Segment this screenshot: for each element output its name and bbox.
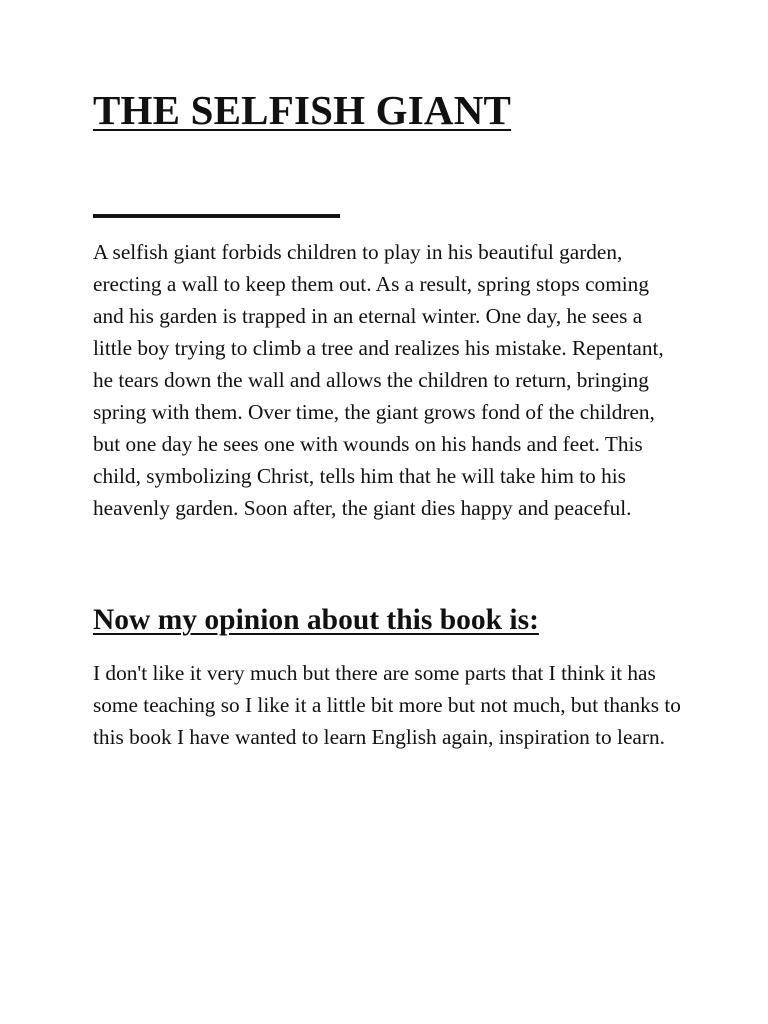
opinion-heading: Now my opinion about this book is:	[93, 604, 539, 636]
summary-paragraph: A selfish giant forbids children to play in his beautiful garden, erecting a wall to keep them out. As a result, spring stops coming and his garden is trapped in an eternal winter. One day, he sees a little boy trying to climb a tree and realizes his mistake. Repentant, he tears down the wall and allows the children to return, bringing spring with them. Over time, the giant grows fond of the children, but one day he sees one with wounds on his hands and feet. This child, symbolizing Christ, tells him that he will take him to his heavenly garden. Soon after, the giant dies happy and peaceful.	[93, 240, 664, 520]
title-divider	[93, 214, 340, 218]
document-title: THE SELFISH GIANT	[93, 87, 512, 133]
opinion-paragraph: I don't like it very much but there are some parts that I think it has some teaching so I like it a little bit more but not much, but thanks to this book I have wanted to learn English again, inspiration to learn.	[93, 661, 681, 749]
